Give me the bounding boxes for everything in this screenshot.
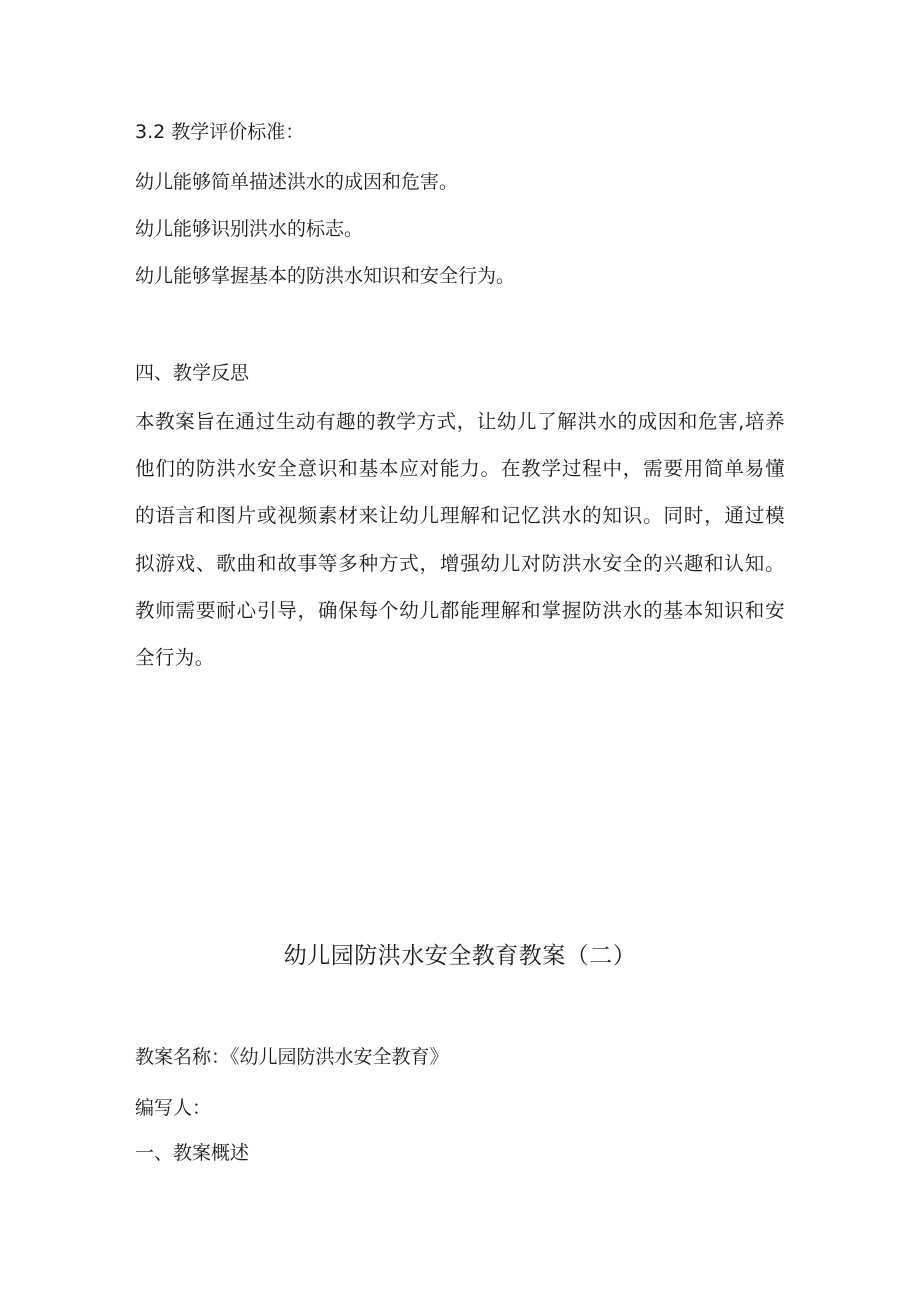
author-line: 编写人： <box>135 1097 212 1119</box>
evaluation-item-1: 幼儿能够简单描述洪水的成因和危害。 <box>135 171 459 193</box>
evaluation-item-3: 幼儿能够掌握基本的防洪水知识和安全行为。 <box>135 265 516 287</box>
overview-heading: 一、教案概述 <box>135 1142 250 1164</box>
section-4-body: 本教案旨在通过生动有趣的教学方式，让幼儿了解洪水的成因和危害,培养他们的防洪水安全意识和基本应对能力。在教学过程中，需要用简单易懂的语言和图片或视频素材来让幼儿理解和记忆洪水的知识。同时，通过模拟游戏、歌曲和故事等多种方式，增强幼儿对防洪水安全的兴趣和认知。教师需要耐心引导，确保每个幼儿都能理解和掌握防洪水的基本知识和安全行为。 <box>135 410 785 670</box>
section-4-heading: 四、教学反思 <box>135 362 250 384</box>
lesson-name: 教案名称：《幼儿园防洪水安全教育》 <box>135 1046 449 1068</box>
part-two-title: 幼儿园防洪水安全教育教案（二） <box>283 943 637 969</box>
section-3-2-heading: 3.2 教学评价标准： <box>135 121 305 143</box>
evaluation-item-2: 幼儿能够识别洪水的标志。 <box>135 218 364 240</box>
